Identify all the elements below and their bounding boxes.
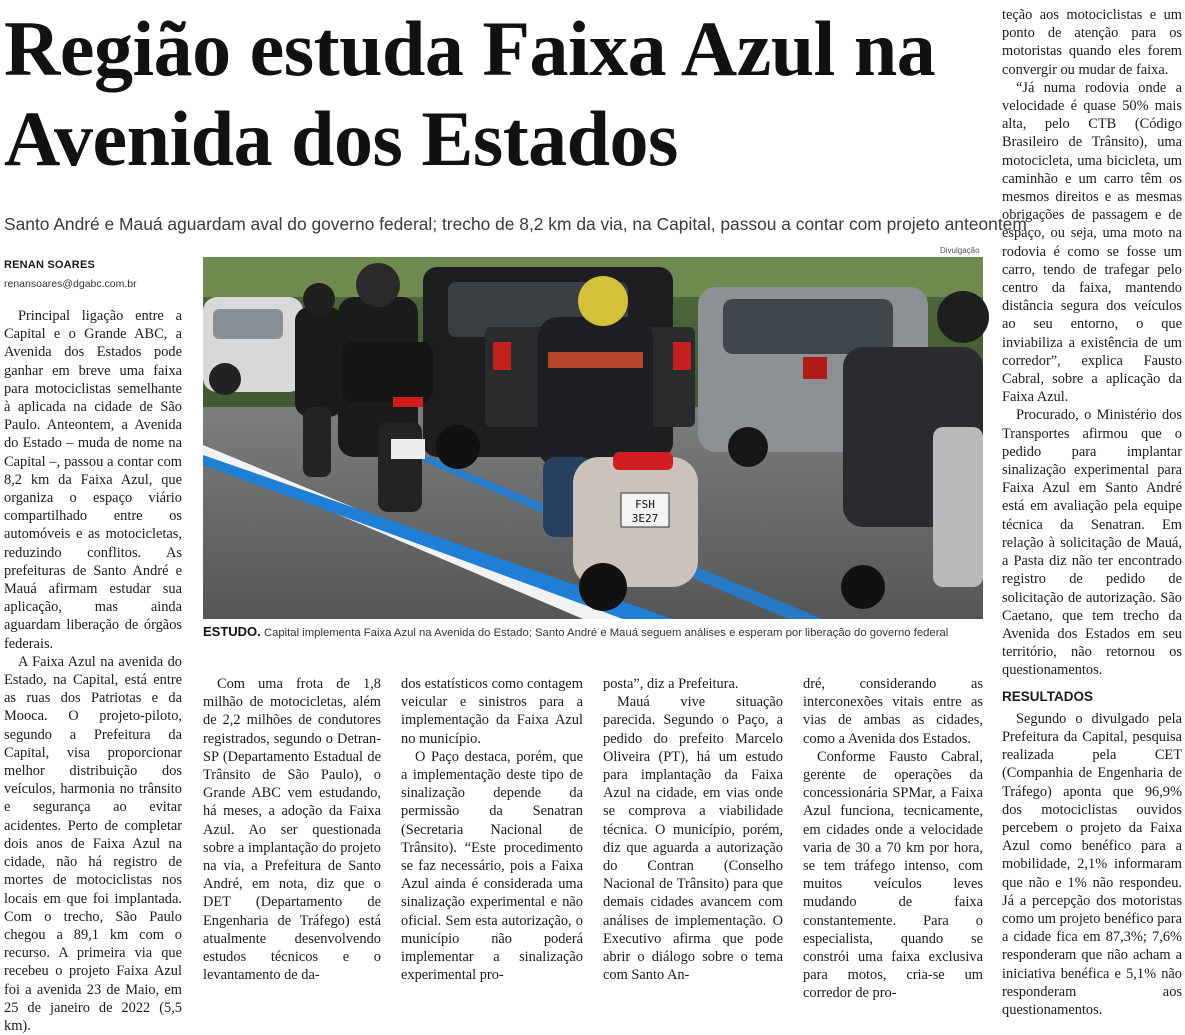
- paragraph: “Já numa rodovia onde a velocidade é quase 50% mais alta, pelo CTB (Código Brasileiro de Trânsito), uma motocicleta, uma bicicleta, um caminhão e um carro têm os mesmos direitos e as mesmas obrigações de passagem e de espaço, ou seja, uma moto na rodovia é como se fosse um carro, tendo de trafegar pelo centro da faixa, mantendo distância segura dos veículos ao seu entorno, o que inviabiliza a existência de um corredor”, explica Fausto Cabral, sobre a aplicação da Faixa Azul.: [1002, 79, 1182, 406]
- caption-kicker: ESTUDO.: [203, 624, 261, 639]
- paragraph: Segundo o divulgado pela Prefeitura da Capital, pesquisa realizada pela CET (Companhia de Engenharia de Tráfego) aponta que 96,9% dos motociclistas ouvidos percebem o projeto da Faixa Azul como benéfico para a mobilidade, 2,1% informaram que não e 1% não respondeu. Já a percepção dos motoristas como um projeto benéfico para a cidade fica em 87,3%; 7,6% responderam que não acham a iniciativa benéfica e 5,1% não responderam aos questionamentos.: [1002, 710, 1182, 1018]
- author-email[interactable]: renansoares@dgabc.com.br: [4, 278, 137, 290]
- paragraph: A Faixa Azul na avenida do Estado, na Capital, está entre as ruas dos Patriotas e da Mooca. O projeto-piloto, segundo a Prefeitura da Capital, visa proporcionar melhor distribuição dos veículos, harmonia no trânsito e segurança ao evitar acidentes. Perto de completar dois anos de Faixa Azul na cidade, não há registro de mortes de motociclistas nos locais em que foi implantada. Com o trecho, São Paulo chegou a 89,1 km com o recurso. A primeira via que recebeu o projeto Faixa Azul foi a avenida 23 de Maio, em 25 de janeiro de 2022 (5,5 km).: [4, 653, 182, 1034]
- caption-text: Capital implementa Faixa Azul na Avenida do Estado; Santo André e Mauá seguem análises e esperam por liberação do governo federal: [263, 627, 949, 639]
- plate-line-1: FSH: [635, 498, 655, 511]
- article-column-4: [603, 675, 783, 984]
- paragraph: Conforme Fausto Cabral, gerente de operações da concessionária SPMar, a Faixa Azul funciona, tecnicamente, em cidades onde a velocidade varia de 30 a 70 km por hora, se tem tráfego intenso, com muitos veículos leves mudando de faixa constantemente. Para o especialista, quando se constrói uma faixa exclusiva para motos, cria-se um corredor de pro-: [803, 748, 983, 1002]
- section-subhead: RESULTADOS: [1002, 688, 1093, 704]
- author-name: RENAN SOARES: [4, 259, 96, 271]
- headline: Região estuda Faixa Azul na Avenida dos Estados: [4, 5, 936, 182]
- article-column-6: [1002, 6, 1182, 1018]
- paragraph: teção aos motociclistas e um ponto de atenção para os motoristas quando eles forem convergir ou mudar de faixa.: [1002, 7, 1182, 78]
- paragraph: dré, considerando as interconexões vitais entre as vias de ambas as cidades, como a Avenida dos Estados.: [803, 676, 983, 747]
- paragraph: Procurado, o Ministério dos Transportes afirmou que o pedido para implantar sinalização experimental para Faixa Azul em Santo André está em avaliação pela equipe técnica da Senatran. Em relação à solicitação de Mauá, a Pasta diz não ter encontrado registro de pedido de solicitação de autorização. São Caetano, que tem trecho da Avenida dos Estados em seu território, não retornou os questionamentos.: [1002, 407, 1182, 679]
- paragraph: dos estatísticos como contagem veicular e sinistros para a implementação da Faixa Azul no município.: [401, 676, 583, 747]
- article-column-3: [401, 675, 583, 984]
- plate-line-2: 3E27: [631, 512, 659, 525]
- paragraph: Com uma frota de 1,8 milhão de motocicletas, além de 2,2 milhões de condutores registrados, segundo o Detran-SP (Departamento Estadual de Trânsito de São Paulo), o Grande ABC vem estudando, há meses, a adoção da Faixa Azul. Ao ser questionada sobre a implantação do projeto na via, a Prefeitura de Santo André, em nota, diz que o DET (Departamento de Engenharia de Tráfego) está atualmente desenvolvendo estudos técnicos e o levantamento de da-: [203, 676, 381, 984]
- photo-caption: [203, 624, 993, 639]
- motorcycles-blue-lane-photo: [203, 257, 983, 619]
- byline: [4, 259, 194, 290]
- paragraph: posta”, diz a Prefeitura.: [603, 676, 739, 692]
- article-column-1: [4, 307, 182, 1034]
- photo-credit: Divulgação: [940, 246, 980, 255]
- article-column-2: [203, 675, 381, 984]
- paragraph: Mauá vive situação parecida. Segundo o Paço, a pedido do prefeito Marcelo Oliveira (PT), há um estudo para implantação da Faixa Azul na cidade, em vias onde se comprova a viabilidade técnica. O município, porém, diz que aguarda a autorização do Contran (Conselho Nacional de Trânsito) para que demais cidades avancem com análises de implementação. O Executivo afirma que pode abrir o diálogo sobre o tema com Santo An-: [603, 694, 783, 984]
- subheadline: Santo André e Mauá aguardam aval do governo federal; trecho de 8,2 km da via, na Capital, passou a contar com projeto anteontem: [4, 214, 1027, 234]
- paragraph: O Paço destaca, porém, que a implementação deste tipo de sinalização depende da permissão da Senatran (Secretaria Nacional de Trânsito). “Este procedimento se faz necessário, pois a Faixa Azul ainda é considerada uma sinalização experimental e não oficial. Sem esta autorização, o município não poderá implementar a sinalização experimental pro-: [401, 748, 583, 984]
- paragraph: Principal ligação entre a Capital e o Grande ABC, a Avenida dos Estados pode ganhar em breve uma faixa para motociclistas semelhante à aplicada na cidade de São Paulo. Anteontem, a Avenida do Estado – muda de nome na Capital –, passou a contar com 8,2 km da Faixa Azul, que organiza o espaço viário compartilhado entre os automóveis e as motocicletas, reduzindo conflitos. As prefeituras de Santo André e Mauá afirmam estudar sua aplicação, mas ainda aguardam liberação de órgãos federais.: [4, 308, 182, 652]
- article-column-5: [803, 675, 983, 1002]
